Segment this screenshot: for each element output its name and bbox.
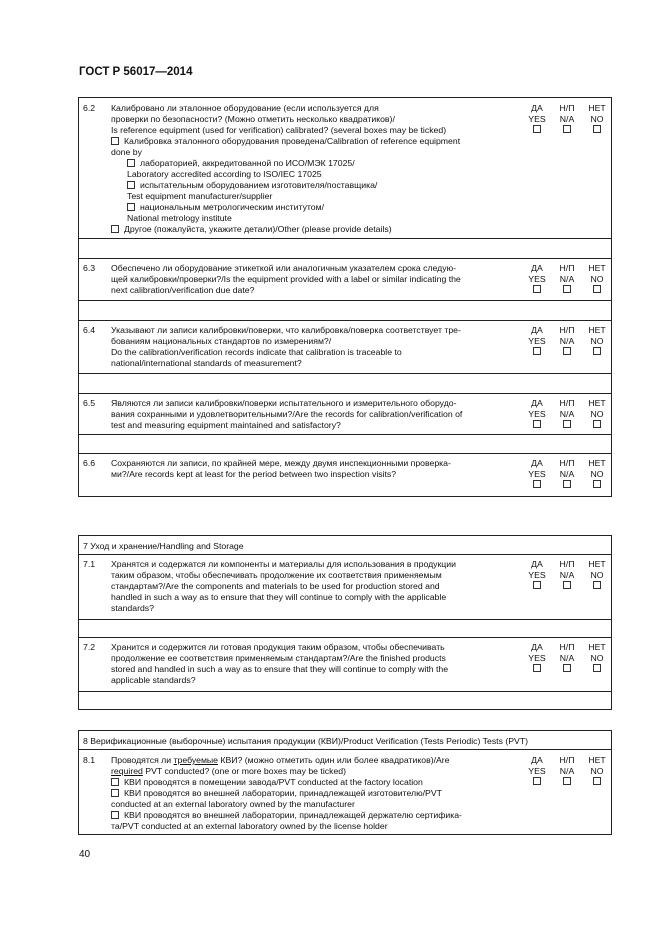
- no-checkbox[interactable]: [593, 125, 601, 133]
- question-6-4: [79, 320, 611, 375]
- yes-checkbox[interactable]: [533, 420, 541, 428]
- section-title: 8 Верификационные (выборочные) испытания продукции (КВИ)/Product Verification (Tests Periodic) Tests (PVT): [83, 736, 529, 746]
- yes-column: ДА YES: [525, 103, 549, 133]
- na-checkbox[interactable]: [563, 480, 571, 488]
- yes-column: ДА YES: [525, 642, 549, 672]
- question-number: 6.4: [83, 325, 96, 335]
- section-6-table: [78, 97, 612, 497]
- section-8-table: [78, 730, 612, 835]
- yes-checkbox[interactable]: [533, 664, 541, 672]
- no-column: НЕТ NO: [585, 642, 609, 672]
- yes-column: ДА YES: [525, 398, 549, 428]
- checkbox[interactable]: [127, 181, 135, 189]
- yes-column: ДА YES: [525, 755, 549, 785]
- document-header: ГОСТ Р 56017—2014: [79, 66, 193, 78]
- yes-column: ДА YES: [525, 458, 549, 488]
- divider: [79, 300, 611, 301]
- no-checkbox[interactable]: [593, 581, 601, 589]
- yes-checkbox[interactable]: [533, 285, 541, 293]
- na-column: Н/П N/A: [555, 642, 579, 672]
- no-column: НЕТ NO: [585, 398, 609, 428]
- yes-column: ДА YES: [525, 325, 549, 355]
- yes-checkbox[interactable]: [533, 581, 541, 589]
- yes-checkbox[interactable]: [533, 480, 541, 488]
- question-number: 6.2: [83, 103, 96, 113]
- no-column: НЕТ NO: [585, 559, 609, 589]
- no-column: НЕТ NO: [585, 103, 609, 133]
- na-checkbox[interactable]: [563, 125, 571, 133]
- na-checkbox[interactable]: [563, 285, 571, 293]
- question-6-2: [79, 98, 611, 238]
- na-checkbox[interactable]: [563, 420, 571, 428]
- divider: [79, 373, 611, 374]
- no-checkbox[interactable]: [593, 285, 601, 293]
- question-text: Хранится и содержится ли готовая продукция таким образом, чтобы обеспечивать продолжение ее соответствия применяемым стандартам?/Are the finished products stored and handled in such a way as to ensure that they will continue to comply with the applicable standards?: [111, 642, 449, 685]
- question-number: 8.1: [83, 755, 96, 765]
- question-7-2: [79, 637, 611, 692]
- no-column: НЕТ NO: [585, 458, 609, 488]
- na-column: Н/П N/A: [555, 263, 579, 293]
- question-text: Калибровано ли эталонное оборудование (если используется для проверки по безопасности? (Можно отметить несколько квадратиков)/ Is reference equipment (used for verification) calibrated? (several boxes may be ticked) Калибровка эталонного оборудования проведена/Calibration of reference equipment done by лабораторией, аккредитованной по ИСО/МЭК 17025/ Laboratory accredited according to ISO/IEC 17025 испытательным оборудованием изготовителя/поставщика/ Test equipment manufacturer/supplier национальным метрологическим институтом/ National metrology institute Другое (пожалуйста, укажите детали)/Other (please provide details): [111, 103, 461, 234]
- na-column: Н/П N/A: [555, 398, 579, 428]
- question-text: Являются ли записи калибровки/поверки испытательного и измерительного оборудо- вания сохранными и удовлетворительными?/Are the records for calibration/verification of test and measuring equipment maintained and satisfactory?: [111, 398, 463, 430]
- divider: [79, 619, 611, 620]
- no-column: НЕТ NO: [585, 755, 609, 785]
- na-column: Н/П N/A: [555, 325, 579, 355]
- yes-checkbox[interactable]: [533, 347, 541, 355]
- na-column: Н/П N/A: [555, 755, 579, 785]
- no-checkbox[interactable]: [593, 664, 601, 672]
- question-text: Обеспечено ли оборудование этикеткой или аналогичным указателем срока следую- щей калибровки/проверки?/Is the equipment provided with a label or similar indicating the next calibration/verification due date?: [111, 263, 461, 295]
- question-6-3: [79, 258, 611, 313]
- question-number: 7.1: [83, 559, 96, 569]
- no-column: НЕТ NO: [585, 263, 609, 293]
- na-checkbox[interactable]: [563, 581, 571, 589]
- yes-checkbox[interactable]: [533, 125, 541, 133]
- na-column: Н/П N/A: [555, 103, 579, 133]
- question-number: 7.2: [83, 642, 96, 652]
- na-checkbox[interactable]: [563, 664, 571, 672]
- question-7-1: [79, 554, 611, 619]
- divider: [79, 238, 611, 239]
- question-text: Сохраняются ли записи, по крайней мере, между двумя инспекционными проверка- ми?/Are records kept at least for the period between two inspection visits?: [111, 458, 451, 479]
- na-column: Н/П N/A: [555, 559, 579, 589]
- checkbox[interactable]: [111, 137, 119, 145]
- na-column: Н/П N/A: [555, 458, 579, 488]
- checkbox[interactable]: [127, 203, 135, 211]
- na-checkbox[interactable]: [563, 347, 571, 355]
- section-7-table: [78, 535, 612, 710]
- question-number: 6.6: [83, 458, 96, 468]
- no-checkbox[interactable]: [593, 480, 601, 488]
- divider: [79, 691, 611, 692]
- checkbox[interactable]: [111, 225, 119, 233]
- question-number: 6.5: [83, 398, 96, 408]
- question-text: Указывают ли записи калибровки/поверки, что калибровка/поверка соответствует тре- бованиям национальных стандартов по измерениям?/ Do the calibration/verification records indicate that calibration is traceable to national/international standards of measurement?: [111, 325, 461, 368]
- divider: [79, 434, 611, 435]
- question-6-5: [79, 393, 611, 438]
- yes-column: ДА YES: [525, 559, 549, 589]
- checkbox[interactable]: [127, 159, 135, 167]
- no-checkbox[interactable]: [593, 777, 601, 785]
- yes-column: ДА YES: [525, 263, 549, 293]
- question-text: Проводятся ли требуемые КВИ? (можно отметить один или более квадратиков)/Are required PVT conducted? (one or more boxes may be ticked) КВИ проводятся в помещении завода/PVT conducted at the factory location КВИ проводятся во внешней лаборатории, принадлежащей изготовителю/PVT conducted at an external laboratory owned by the manufacturer КВИ проводятся во внешней лаборатории, принадлежащей держателю сертифика- та/PVT conducted at an external laboratory owned by the license holder: [111, 755, 462, 831]
- no-column: НЕТ NO: [585, 325, 609, 355]
- yes-checkbox[interactable]: [533, 777, 541, 785]
- checkbox[interactable]: [111, 778, 119, 786]
- question-number: 6.3: [83, 263, 96, 273]
- checkbox[interactable]: [111, 789, 119, 797]
- section-title: 7 Уход и хранение/Handling and Storage: [83, 541, 244, 551]
- question-text: Хранятся и содержатся ли компоненты и материалы для использования в продукции таким образом, чтобы обеспечивать продолжение их соответствия применяемым стандартам?/Are the components and materials to be used for production stored and handled in such a way as to ensure that they will continue to comply with the applicable standards?: [111, 559, 456, 613]
- question-8-1: [79, 749, 611, 836]
- no-checkbox[interactable]: [593, 347, 601, 355]
- page-number: 40: [79, 849, 91, 860]
- checkbox[interactable]: [111, 811, 119, 819]
- na-checkbox[interactable]: [563, 777, 571, 785]
- no-checkbox[interactable]: [593, 420, 601, 428]
- question-6-6: [79, 453, 611, 498]
